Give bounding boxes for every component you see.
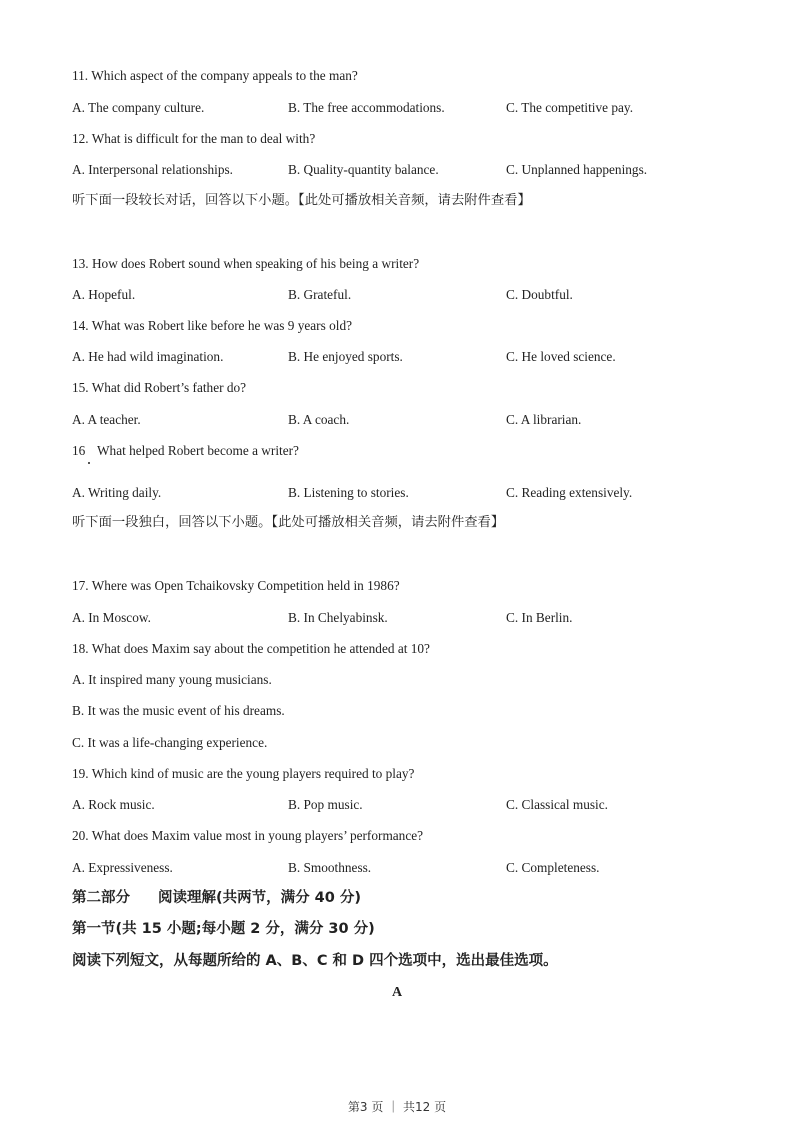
question-12-option-c: C. Unplanned happenings. [506, 162, 648, 177]
part-two-title: 阅读理解(共两节，满分 40 分) [158, 890, 362, 906]
question-16-option-b: B. Listening to stories. [288, 485, 409, 500]
question-11-stem: 11. Which aspect of the company appeals to the man? [72, 68, 358, 83]
question-19-option-a: A. Rock music. [72, 797, 155, 812]
question-15-option-c: C. A librarian. [506, 412, 582, 427]
question-18-stem: 18. What does Maxim say about the competition he attended at 10? [72, 641, 430, 656]
question-18-option-c: C. It was a life-changing experience. [72, 735, 268, 750]
question-12-option-b: B. Quality-quantity balance. [288, 162, 439, 177]
question-17-stem: 17. Where was Open Tchaikovsky Competition held in 1986? [72, 578, 400, 593]
question-13-stem: 13. How does Robert sound when speaking of his being a writer? [72, 256, 420, 271]
question-19-stem: 19. Which kind of music are the young players required to play? [72, 766, 415, 781]
question-17-option-c: C. In Berlin. [506, 610, 573, 625]
question-15-option-a: A. A teacher. [72, 412, 141, 427]
page-footer: 第3 页 ｜ 共12 页 [347, 1100, 447, 1114]
question-14-stem: 14. What was Robert like before he was 9 years old? [72, 318, 353, 333]
question-12-stem: 12. What is difficult for the man to deal with? [72, 131, 316, 146]
question-14-option-a: A. He had wild imagination. [72, 349, 224, 364]
listening-instruction-2: 听下面一段独白，回答以下小题。【此处可播放相关音频，请去附件查看】 [72, 515, 505, 530]
question-15-option-b: B. A coach. [288, 412, 350, 427]
reading-instruction: 阅读下列短文，从每题所给的 A、B、C 和 D 四个选项中，选出最佳选项。 [72, 953, 558, 969]
question-20-option-c: C. Completeness. [506, 860, 600, 875]
question-16-number: 16 [72, 443, 86, 458]
part-two-label: 第二部分 [72, 890, 130, 906]
listening-instruction-1: 听下面一段较长对话，回答以下小题。【此处可播放相关音频，请去附件查看】 [72, 193, 531, 208]
question-11-option-a: A. The company culture. [72, 100, 205, 115]
question-13-option-b: B. Grateful. [288, 287, 352, 302]
question-13-option-a: A. Hopeful. [72, 287, 136, 302]
question-20-option-a: A. Expressiveness. [72, 860, 173, 875]
question-12-option-a: A. Interpersonal relationships. [72, 162, 233, 177]
question-20-stem: 20. What does Maxim value most in young players’ performance? [72, 828, 424, 843]
question-13-option-c: C. Doubtful. [506, 287, 573, 302]
stray-dot [88, 462, 90, 464]
passage-letter: A [391, 985, 403, 1000]
question-16-option-a: A. Writing daily. [72, 485, 162, 500]
question-14-option-c: C. He loved science. [506, 349, 616, 364]
question-17-option-a: A. In Moscow. [72, 610, 151, 625]
question-19-option-b: B. Pop music. [288, 797, 363, 812]
section-one-heading: 第一节(共 15 小题;每小题 2 分，满分 30 分) [72, 921, 375, 937]
question-19-option-c: C. Classical music. [506, 797, 608, 812]
question-18-option-a: A. It inspired many young musicians. [72, 672, 272, 687]
question-17-option-b: B. In Chelyabinsk. [288, 610, 388, 625]
question-11-option-c: C. The competitive pay. [506, 100, 634, 115]
question-14-option-b: B. He enjoyed sports. [288, 349, 403, 364]
question-16-stem: What helped Robert become a writer? [97, 443, 299, 458]
question-15-stem: 15. What did Robert’s father do? [72, 380, 247, 395]
question-16-option-c: C. Reading extensively. [506, 485, 633, 500]
question-11-option-b: B. The free accommodations. [288, 100, 445, 115]
question-18-option-b: B. It was the music event of his dreams. [72, 703, 285, 718]
question-20-option-b: B. Smoothness. [288, 860, 372, 875]
